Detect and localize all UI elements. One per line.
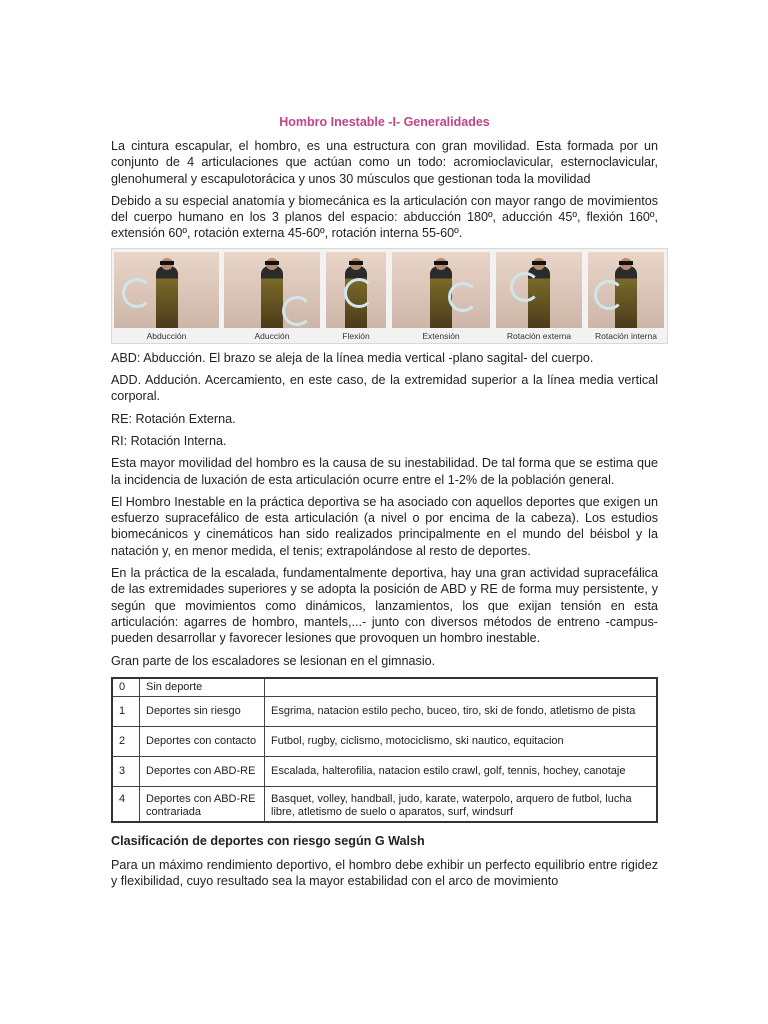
photo-label-abduccion: Abducción [146, 330, 187, 341]
table-row [112, 786, 657, 822]
photo-abduccion [114, 252, 219, 328]
photo-flexion [326, 252, 386, 328]
definition-abd: ABD: Abducción. El brazo se aleja de la línea media vertical -plano sagital- del cuerpo. [111, 350, 594, 365]
photo-rotacion-interna [588, 252, 664, 328]
photo-rotacion-externa [496, 252, 582, 328]
shoulder-movements-figure [111, 248, 668, 344]
photo-label-rotacion-externa: Rotación externa [506, 330, 572, 341]
table-row [112, 678, 657, 697]
table-cell: Sin deporte [140, 678, 265, 697]
intro-paragraph-2: Debido a su especial anatomía y biomecánica es la articulación con mayor rango de movimientos del cuerpo humano en los 3 planos del espacio: abducción 180º, aducción 45º, flexión 160º, extensión 60º, rotación externa 45-60º, rotación interna 55-60º. [111, 193, 658, 241]
document-content [111, 114, 658, 895]
table-cell: Deportes con ABD-RE contrariada [140, 786, 265, 822]
table-cell: 3 [112, 756, 140, 786]
table-cell: Deportes sin riesgo [140, 696, 265, 726]
body-paragraph-2: El Hombro Inestable en la práctica deportiva se ha asociado con aquellos deportes que exigen un esfuerzo supracefálico de esta articulación (a nivel o por encima de la cabeza). Los estudios biomecánicos y cinemáticos han sido realizados principalmente en el mundo del béisbol y la natación y, en menor medida, el tenis; extrapolándose al resto de deportes. [111, 494, 658, 558]
definition-ri: RI: Rotación Interna. [111, 433, 227, 448]
document-title: Hombro Inestable -I- Generalidades [279, 115, 490, 129]
table-cell: 2 [112, 726, 140, 756]
body-paragraph-3: En la práctica de la escalada, fundamentalmente deportiva, hay una gran actividad supracefálica de las extremidades superiores y se adopta la posición de ABD y RE de forma muy persistente, y según que movimientos como dinámicos, lanzamientos, los que exijan tensión en esta articulación: agarres de hombro, mantels,...- junto con diversos métodos de entreno -campus- pueden desarrollar y favorecer lesiones que provoquen un hombro inestable. [111, 566, 658, 646]
body-paragraph-1: Esta mayor movilidad del hombro es la causa de su inestabilidad. De tal forma que se estima que la incidencia de luxación de esta articulación ocurre entre el 1-2% de la población general. [111, 456, 658, 487]
photo-label-extension: Extensión [422, 330, 460, 341]
table-row [112, 756, 657, 786]
final-paragraph: Para un máximo rendimiento deportivo, el hombro debe exhibir un perfecto equilibrio entre rigidez y flexibilidad, cuyo resultado sea la mayor estabilidad con el arco de movimiento [111, 857, 658, 889]
sports-risk-table [111, 677, 658, 823]
table-cell [265, 678, 658, 697]
table-cell: Deportes con ABD-RE [140, 756, 265, 786]
intro-paragraph-1: La cintura escapular, el hombro, es una estructura con gran movilidad. Esta formada por un conjunto de 4 articulaciones que actúan como un todo: acromioclavicular, esternoclavicular, glenohumeral y escapulotorácica y unos 30 músculos que gestionan toda la movilidad [111, 139, 658, 186]
photo-extension [392, 252, 490, 328]
body-paragraph-4: Gran parte de los escaladores se lesionan en el gimnasio. [111, 653, 436, 668]
table-cell: Futbol, rugby, ciclismo, motociclismo, ski nautico, equitacion [265, 726, 658, 756]
table-row [112, 696, 657, 726]
definition-re: RE: Rotación Externa. [111, 411, 236, 426]
table-cell: 0 [112, 678, 140, 697]
table-row [112, 726, 657, 756]
definition-add: ADD. Addución. Acercamiento, en este caso, de la extremidad superior a la línea media vertical corporal. [111, 373, 658, 404]
table-cell: 1 [112, 696, 140, 726]
table-cell: Esgrima, natacion estilo pecho, buceo, tiro, ski de fondo, atletismo de pista [265, 696, 658, 726]
photo-label-aduccion: Aducción [254, 330, 290, 341]
table-cell: Deportes con contacto [140, 726, 265, 756]
table-cell: 4 [112, 786, 140, 822]
photo-label-rotacion-interna: Rotación interna [595, 330, 657, 341]
photo-label-flexion: Flexión [342, 330, 370, 341]
table-cell: Basquet, volley, handball, judo, karate, waterpolo, arquero de futbol, lucha libre, atletismo de suelo o aparatos, surf, windsurf [265, 786, 658, 822]
table-cell: Escalada, halterofilia, natacion estilo crawl, golf, tennis, hochey, canotaje [265, 756, 658, 786]
photo-aduccion [224, 252, 320, 328]
table-caption: Clasificación de deportes con riesgo según G Walsh [111, 833, 425, 848]
